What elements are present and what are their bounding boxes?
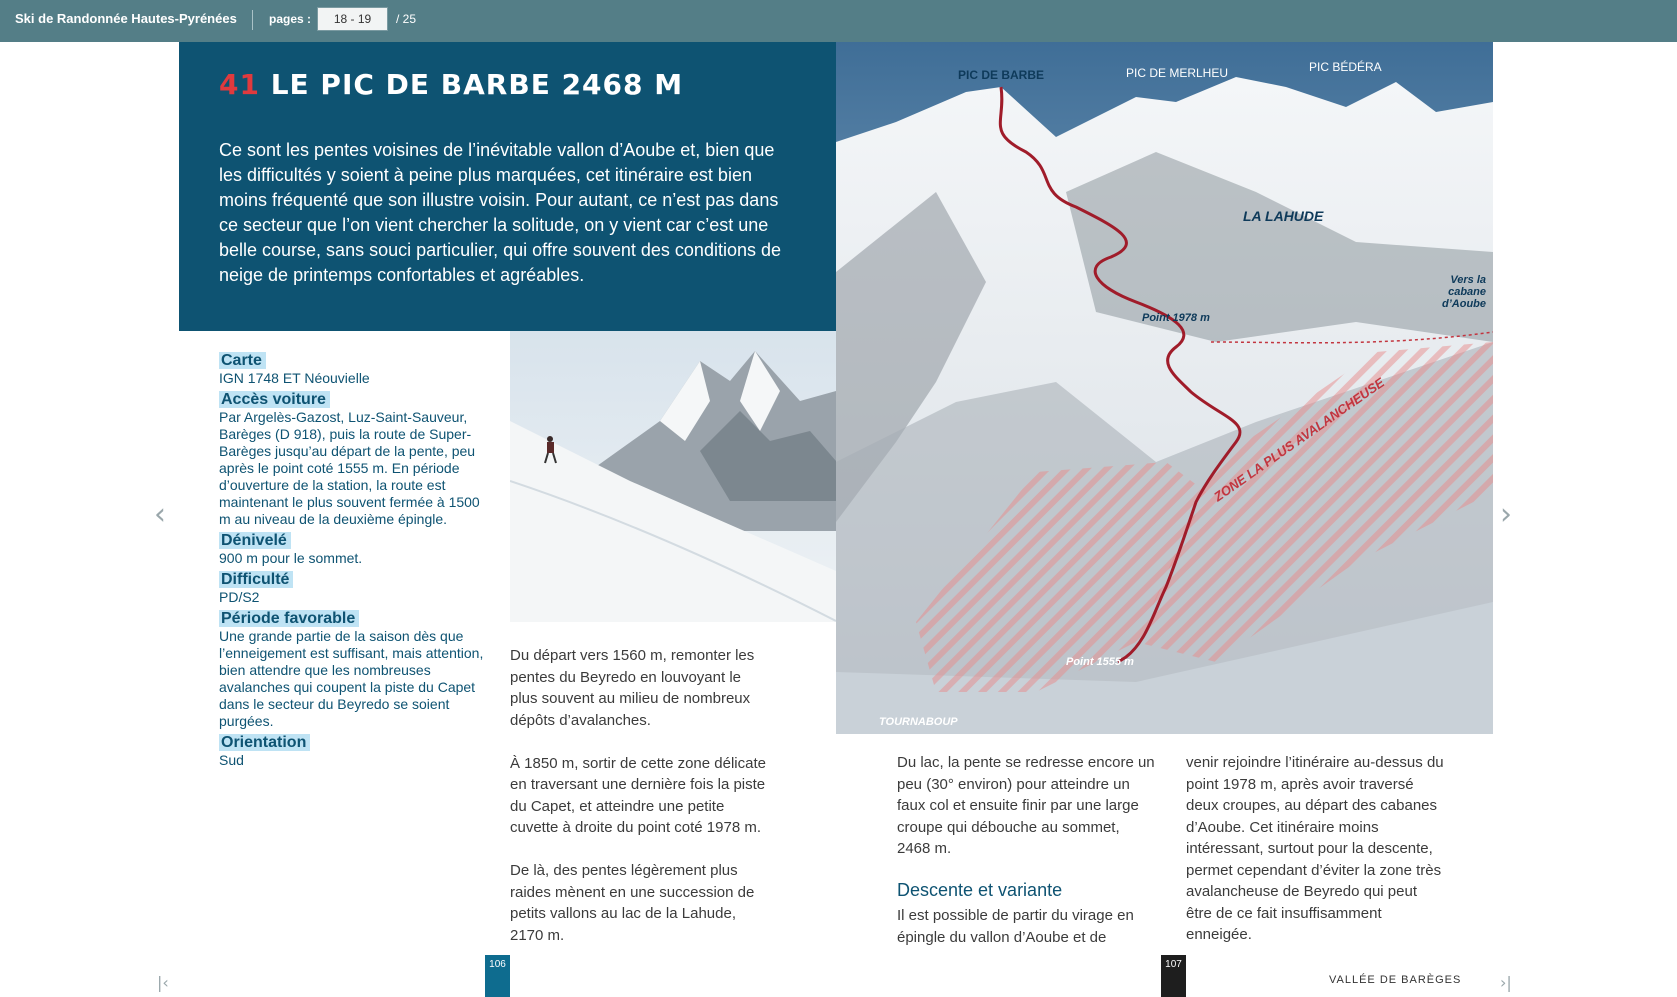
- paragraph: Du lac, la pente se redresse encore un peu (30° environ) pour atteindre un faux col et ensuite finir par une large croupe qui débouche au sommet, 2468 m.: [897, 754, 1155, 857]
- section-footer: VALLÉE DE BARÈGES: [1329, 974, 1462, 986]
- skier-photo: [510, 331, 836, 622]
- section-heading: Descente et variante: [897, 880, 1063, 900]
- difficulte-text: PD/S2: [219, 589, 260, 605]
- document-title: Ski de Randonnée Hautes-Pyrénées: [15, 11, 237, 26]
- label-la-lahude: LA LAHUDE: [1243, 208, 1324, 224]
- next-page-icon[interactable]: ›: [1500, 497, 1512, 532]
- difficulte-heading: Difficulté: [219, 571, 293, 588]
- label-cabane: Vers la cabane d’Aoube: [1442, 274, 1486, 310]
- total-pages: / 25: [396, 12, 417, 26]
- denivele-text: 900 m pour le sommet.: [219, 550, 363, 566]
- label-point-1978: Point 1978 m: [1142, 312, 1210, 324]
- label-tournaboup: TOURNABOUP: [879, 716, 958, 728]
- page-number-right: 107: [1161, 955, 1186, 997]
- right-column-1: [897, 752, 1157, 881]
- last-page-icon[interactable]: ›|: [1500, 973, 1512, 992]
- label-pic-bedera: PIC BÉDÉRA: [1309, 60, 1382, 74]
- acces-text: Par Argelès-Gazost, Luz-Saint-Sauveur, Barèges (D 918), puis la route de Super-Barèges jusqu’au départ de la pente, peu après le point coté 1555 m. En période d’ouverture de la station, la route est maintenant le plus souvent fermée à 1500 m au niveau de la deuxième épingle.: [219, 409, 480, 527]
- label-point-1555: Point 1555 m: [1066, 656, 1134, 668]
- periode-heading: Période favorable: [219, 610, 359, 627]
- carte-heading: Carte: [219, 352, 266, 369]
- route-photo: [836, 42, 1493, 734]
- denivele-heading: Dénivelé: [219, 532, 291, 549]
- left-page: [179, 42, 836, 997]
- paragraph: À 1850 m, sortir de cette zone délicate en traversant une dernière fois la piste du Capet, et atteindre une petite cuvette à droite du point coté 1978 m.: [510, 754, 766, 836]
- left-column-text: [510, 645, 770, 968]
- carte-text: IGN 1748 ET Néouvielle: [219, 370, 370, 386]
- right-column-2: [1186, 752, 1446, 967]
- right-page: [836, 42, 1493, 997]
- intro-box: [179, 42, 836, 331]
- periode-text: Une grande partie de la saison dès que l’enneigement est suffisant, mais attention, bien attendre que les nombreuses avalanches qui coupent la piste du Capet dans le secteur du Beyredo se soient purgées.: [219, 628, 484, 729]
- paragraph: Il est possible de partir du virage en épingle du vallon d’Aoube et de: [897, 907, 1134, 946]
- right-column-1-cont: [897, 905, 1142, 970]
- label-pic-merlheu: PIC DE MERLHEU: [1126, 66, 1229, 80]
- label-avalanche-zone: ZONE LA PLUS AVALANCHEUSE: [1211, 374, 1388, 505]
- page-number-left: 106: [485, 955, 510, 997]
- toolbar-separator: [252, 10, 253, 30]
- route-name: LE PIC DE BARBE 2468 M: [270, 68, 684, 101]
- pages-label: pages :: [269, 12, 312, 26]
- intro-text: Ce sont les pentes voisines de l’inévitable vallon d’Aoube et, bien que les difficultés y soient à peine plus marquées, cet itinéraire est bien moins fréquenté que son illustre voisin. Pour autant, ce n’est pas dans ce secteur que l’on vient chercher la solitude, on y vient car c’est une belle course, sans souci particulier, qui offre souvent des conditions de neige de printemps confortables et agréables.: [219, 140, 781, 285]
- page-number-input[interactable]: [317, 7, 388, 31]
- paragraph: Du départ vers 1560 m, remonter les pentes du Beyredo en louvoyant le plus souvent au milieu de nombreux dépôts d’avalanches.: [510, 647, 755, 729]
- paragraph: venir rejoindre l’itinéraire au-dessus du point 1978 m, après avoir traversé deux croupes, au départ des cabanes d’Aoube. Cet itinéraire moins intéressant, surtout pour la descente, permet cependant d’éviter la zone très avalancheuse de Beyredo qui peut être de ce fait insuffisamment enneigée.: [1186, 754, 1444, 943]
- route-info: [219, 348, 489, 769]
- orientation-heading: Orientation: [219, 734, 310, 751]
- route-number: 41: [219, 68, 260, 101]
- first-page-icon[interactable]: |‹: [157, 973, 169, 992]
- orientation-text: Sud: [219, 752, 244, 768]
- label-pic-barbe: PIC DE BARBE: [958, 68, 1045, 82]
- acces-heading: Accès voiture: [219, 391, 330, 408]
- toolbar: [0, 0, 1677, 42]
- previous-page-icon[interactable]: ‹: [154, 497, 166, 532]
- paragraph: De là, des pentes légèrement plus raides mènent en une succession de petits vallons au lac de la Lahude, 2170 m.: [510, 862, 755, 944]
- route-title: [219, 68, 683, 101]
